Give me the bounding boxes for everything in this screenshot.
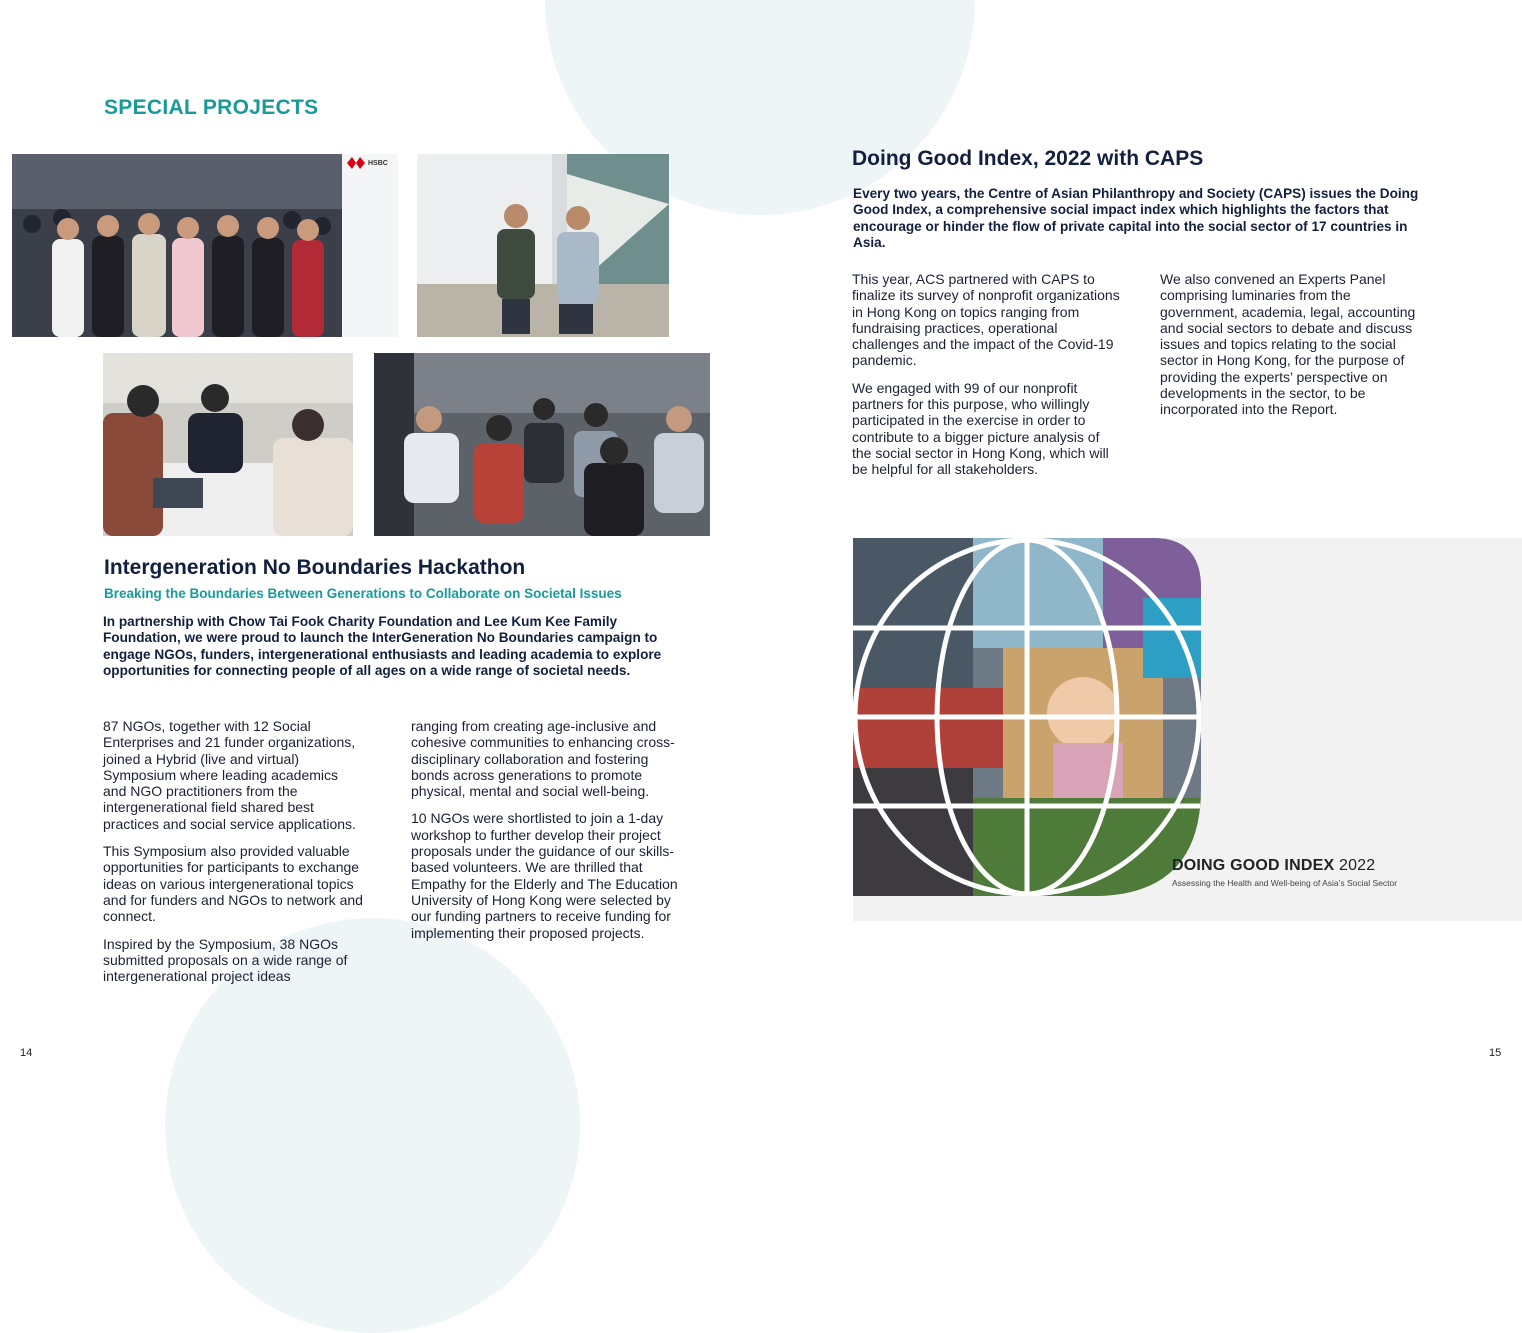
report-title-bold: DOING GOOD INDEX	[1172, 857, 1335, 874]
doing-good-lead: Every two years, the Centre of Asian Philanthropy and Society (CAPS) issues the Doing Good Index, a comprehensive social impact index which highlights the factors that encourage or hinder the flow of private capital into the social sector of 17 countries in Asia.	[853, 186, 1419, 251]
report-title-year: 2022	[1338, 857, 1376, 874]
doing-good-heading: Doing Good Index, 2022 with CAPS	[852, 147, 1204, 170]
hackathon-lead: In partnership with Chow Tai Fook Charity Foundation and Lee Kum Kee Family Foundation, we were proud to launch the InterGeneration No Boundaries campaign to engage NGOs, funders, intergenerational enthusiasts and leading academia to explore opportunities for connecting people of all ages on a wide range of societal needs.	[103, 614, 662, 679]
paragraph: ranging from creating age-inclusive and cohesive communities to enhancing cross-disciplinary collaboration and fostering bonds across generations to promote physical, mental and social well-being.	[411, 718, 675, 800]
hsbc-logo	[347, 157, 388, 169]
report-cover-subtitle: Assessing the Health and Well-being of Asia’s Social Sector	[1172, 878, 1398, 888]
page-number-left: 14	[20, 1047, 33, 1059]
paragraph: We also convened an Experts Panel comprising luminaries from the government, academia, legal, accounting and social sectors to debate and discuss issues and topics relating to the social sector in Hong Kong, for the purpose of providing the experts’ perspective on developments in the sector, to be incorporated into the Report.	[1160, 271, 1416, 418]
paragraph: Inspired by the Symposium, 38 NGOs submitted proposals on a wide range of intergenerational project ideas	[103, 935, 348, 985]
paragraph: This Symposium also provided valuable opportunities for participants to exchange ideas on various intergenerational topics and for funders and NGOs to network and connect.	[103, 843, 363, 925]
discussion-circle-photo	[374, 353, 710, 536]
workshop-photo	[103, 353, 353, 536]
paragraph: 10 NGOs were shortlisted to join a 1-day workshop to further develop their project proposals under the guidance of our skills-based volunteers. We are thrilled that Empathy for the Elderly and The Education University of Hong Kong were selected by our funding partners to receive funding for implementing their proposed projects.	[411, 810, 678, 941]
hackathon-column-2	[411, 718, 686, 952]
globe-collage-image	[853, 538, 1201, 896]
doing-good-column-2	[1160, 271, 1428, 429]
hackathon-heading: Intergeneration No Boundaries Hackathon	[104, 556, 526, 579]
paragraph: 87 NGOs, together with 12 Social Enterprises and 21 funder organizations, joined a Hybrid (live and virtual) Symposium where leading academics and NGO practitioners from the intergenerational field shared best practices and social service applications.	[103, 718, 356, 832]
hsbc-label: HSBC	[368, 159, 388, 167]
panel-sharing-photo	[417, 154, 669, 337]
hackathon-column-1	[103, 718, 365, 995]
hackathon-subheading: Breaking the Boundaries Between Generations to Collaborate on Societal Issues	[104, 586, 622, 601]
paragraph: This year, ACS partnered with CAPS to finalize its survey of nonprofit organizations in Hong Kong on topics ranging from fundraising practices, operational challenges and the impact of the Covid-19 pandemic.	[852, 271, 1120, 369]
paragraph: We engaged with 99 of our nonprofit partners for this purpose, who willingly participated in the exercise in order to contribute to a bigger picture analysis of the social sector in Hong Kong, which will be helpful for all stakeholders.	[852, 379, 1109, 478]
page-number-right: 15	[1489, 1047, 1502, 1059]
report-cover-title	[1172, 857, 1375, 875]
hexagon-logo-icon	[347, 157, 365, 169]
section-title: SPECIAL PROJECTS	[104, 96, 319, 119]
doing-good-column-1	[852, 271, 1120, 489]
group-photo	[12, 154, 398, 337]
